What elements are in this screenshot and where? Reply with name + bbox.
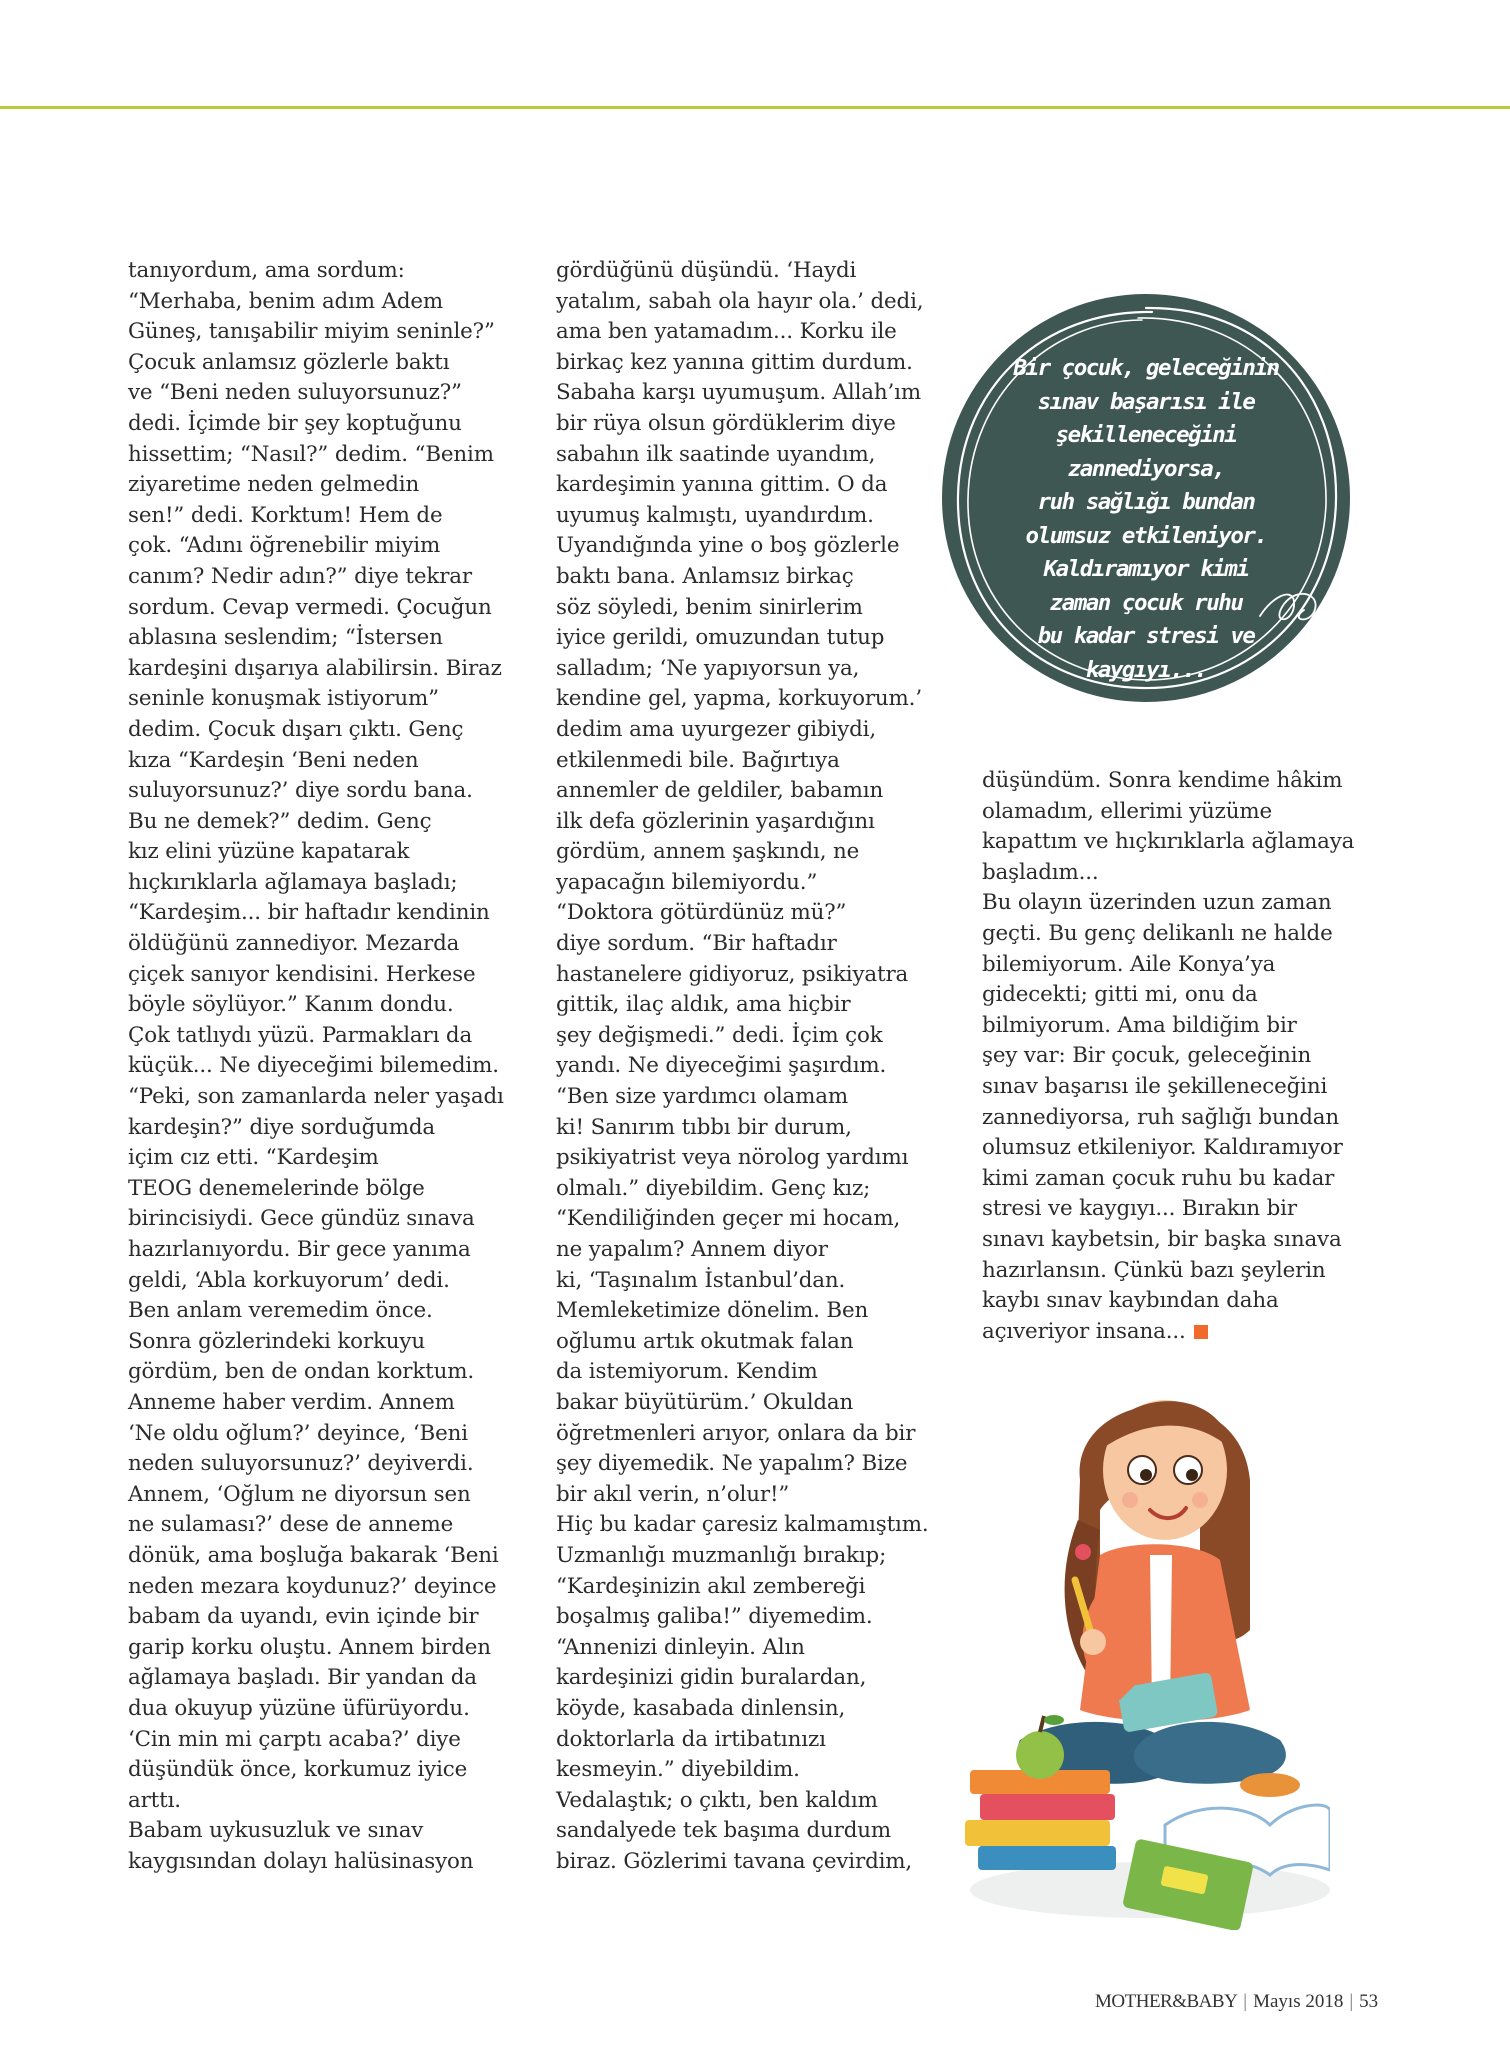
column-1-line: düşündük önce, korkumuz iyice [128,1757,468,1783]
column-2-line: da istemiyorum. Kendim [556,1359,818,1385]
column-2-line: Memleketimize dönelim. Ben [556,1298,869,1324]
column-1-line: kardeşin?” diye sorduğumda [128,1114,436,1140]
column-3-line: geçti. Bu genç delikanlı ne halde [982,920,1333,946]
column-2-line: kardeşimin yanına gittim. O da [556,472,888,498]
column-2-line: yapacağın bilemiyordu.” [556,869,818,895]
issue-date: Mayıs 2018 [1253,1991,1344,2012]
column-2-line: sandalyede tek başıma durdum [556,1818,892,1844]
column-2-line: iyice gerildi, omuzundan tutup [556,625,885,651]
pull-quote-line: ruh sağlığı bundan [1037,489,1255,515]
column-2-line: yatalım, sabah ola hayır ola.’ dedi, [556,288,924,314]
column-1-line: Babam uykusuzluk ve sınav [128,1818,424,1844]
column-1-line: TEOG denemelerinde bölge [128,1175,425,1201]
column-3-line: olamadım, ellerimi yüzüme [982,798,1273,824]
column-2-line: Hiç bu kadar çaresiz kalmamıştım. [556,1512,929,1538]
pull-quote-line: bu kadar stresi ve [1037,623,1255,649]
column-1-line: ablasına seslendim; “İstersen [128,625,443,651]
column-2-line: Sabaha karşı uyumuşum. Allah’ım [556,380,922,406]
footer-separator: | [1243,1991,1248,2012]
column-2-line: olmalı.” diyebildim. Genç kız; [556,1175,871,1201]
column-1-line: böyle söylüyor.” Kanım dondu. [128,992,454,1018]
column-2-line: gördüğünü düşündü. ‘Haydi [556,258,857,283]
column-2-line: söz söyledi, benim sinirlerim [556,594,863,620]
column-1-line: çiçek sanıyor kendisini. Herkese [128,961,476,987]
column-1-line: ziyaretime neden gelmedin [128,472,420,498]
page-footer [1095,1991,1378,2013]
column-1-line: öldüğünü zannediyor. Mezarda [128,931,460,957]
column-1-line: hissettim; “Nasıl?” dedim. “Benim [128,441,494,467]
column-1-line: “Kardeşim... bir haftadır kendinin [128,900,490,926]
column-1-line: sordum. Cevap vermedi. Çocuğun [128,594,492,620]
column-1-line: kıza “Kardeşin ‘Beni neden [128,747,419,773]
girl-studying-illustration [950,1330,1330,1930]
column-3-line: olumsuz etkileniyor. Kaldıramıyor [982,1135,1343,1161]
footer-separator: | [1349,1991,1354,2012]
article-column-3 [982,766,1374,1347]
column-1-line: “Peki, son zamanlarda neler yaşadı [128,1084,504,1110]
article-column-2 [556,256,948,1877]
page-number: 53 [1359,1991,1379,2012]
pull-quote-line: Kaldıramıyor kimi [1043,556,1249,582]
column-2-line: Uzmanlığı muzmanlığı bırakıp; [556,1542,887,1568]
column-1-line: ne sulaması?’ dese de anneme [128,1512,454,1538]
column-1-line: ‘Cin min mi çarptı acaba?’ diye [128,1726,461,1752]
column-2-line: şey değişmedi.” dedi. İçim çok [556,1022,883,1048]
column-1-line: Çok tatlıydı yüzü. Parmakları da [128,1022,473,1048]
pull-quote-line: olumsuz etkileniyor. [1025,522,1267,549]
column-1-line: arttı. [128,1787,181,1813]
column-1-line: Ben anlam veremedim önce. [128,1298,433,1324]
column-1-line: seninle konuşmak istiyorum” [128,686,439,712]
article-column-1 [128,256,520,1877]
column-2-line: diye sordum. “Bir haftadır [556,931,837,957]
top-rule [0,106,1510,109]
column-1-line: neden suluyorsunuz?’ deyiverdi. [128,1451,474,1477]
column-1-line: birincisiydi. Gece gündüz sınava [128,1206,475,1232]
column-2-line: dedim ama uyurgezer gibiydi, [556,716,877,742]
column-3-line: açıveriyor insana... [982,1317,1374,1348]
column-3-line: başladım... [982,859,1099,885]
column-1-line: hıçkırıklarla ağlamaya başladı; [128,869,458,895]
column-2-line: öğretmenleri arıyor, onlara da bir [556,1420,916,1446]
column-3-line: gidecekti; gitti mi, onu da [982,982,1258,1008]
column-1-line: dönük, ama boşluğa bakarak ‘Beni [128,1542,499,1568]
column-2-line: şey diyemedik. Ne yapalım? Bize [556,1451,908,1477]
column-1-line: kaygısından dolayı halüsinasyon [128,1848,474,1874]
column-1-line: çok. “Adını öğrenebilir miyim [128,533,441,559]
column-1-line: içim cız etti. “Kardeşim [128,1145,379,1171]
column-2-line: doktorlarla da irtibatınızı [556,1726,826,1752]
column-2-line: sabahın ilk saatinde uyandım, [556,441,876,467]
column-2-line: salladım; ‘Ne yapıyorsun ya, [556,655,860,681]
column-1-line: garip korku oluştu. Annem birden [128,1634,491,1660]
column-2-line: ki, ‘Taşınalım İstanbul’dan. [556,1267,846,1293]
column-2-line: “Annenizi dinleyin. Alın [556,1634,805,1660]
column-3-line: kaybı sınav kaybından daha [982,1288,1279,1314]
pull-quote-line: kaygıyı... [1085,656,1207,683]
column-1-line: Anneme haber verdim. Annem [128,1389,455,1415]
pull-quote-line: zaman çocuk ruhu [1049,589,1243,616]
column-1-line: kız elini yüzüne kapatarak [128,839,410,865]
column-1-line: kardeşini dışarıya alabilirsin. Biraz [128,655,502,681]
column-1-line: Sonra gözlerindeki korkuyu [128,1328,425,1354]
column-2-line: bir akıl verin, n’olur!” [556,1481,790,1507]
column-2-line: etkilenmedi bile. Bağırtıya [556,747,840,773]
column-1-line: ‘Ne oldu oğlum?’ deyince, ‘Beni [128,1420,468,1446]
column-1-line: canım? Nedir adın?” diye tekrar [128,563,472,589]
column-2-line: Vedalaştık; o çıktı, ben kaldım [556,1787,878,1813]
column-2-line: “Ben size yardımcı olamam [556,1084,848,1110]
column-3-line: bilemiyorum. Aile Konya’ya [982,951,1276,977]
column-3-line: kapattım ve hıçkırıklarla ağlamaya [982,829,1355,855]
column-2-line: uyumuş kalmıştı, uyandırdım. [556,502,874,528]
column-2-line: bakar büyütürüm.’ Okuldan [556,1389,854,1415]
column-2-line: gittik, ilaç aldık, ama hiçbir [556,992,851,1018]
column-2-line: biraz. Gözlerimi tavana çevirdim, [556,1848,913,1874]
column-2-line: annemler de geldiler, babamın [556,778,884,804]
column-3-line: Bu olayın üzerinden uzun zaman [982,890,1332,916]
column-1-line: gördüm, ben de ondan korktum. [128,1359,475,1385]
pull-quote-circle [942,294,1350,702]
column-1-line: Bu ne demek?” dedim. Genç [128,808,432,834]
column-2-line: “Kardeşinizin akıl zembereği [556,1573,866,1599]
column-1-line: küçük... Ne diyeceğimi bilemedim. [128,1053,499,1079]
column-2-line: kardeşinizi gidin buralardan, [556,1665,867,1691]
column-1-line: Annem, ‘Oğlum ne diyorsun sen [128,1481,471,1507]
column-2-line: ne yapalım? Annem diyor [556,1237,828,1262]
column-1-line: sen!” dedi. Korktum! Hem de [128,502,443,528]
column-3-line: zannediyorsa, ruh sağlığı bundan [982,1104,1339,1130]
column-3-line: kimi zaman çocuk ruhu bu kadar [982,1165,1335,1191]
column-2-line: kesmeyin.” diyebildim. [556,1757,800,1783]
column-1-line: hazırlanıyordu. Bir gece yanıma [128,1237,471,1262]
column-1-line: babam da uyandı, evin içinde bir [128,1604,479,1630]
column-1-line: geldi, ‘Abla korkuyorum’ dedi. [128,1267,450,1293]
column-2-line: ki! Sanırım tıbbı bir durum, [556,1114,852,1140]
column-3-line: stresi ve kaygıyı... Bırakın bir [982,1196,1297,1222]
column-1-line: ağlamaya başladı. Bir yandan da [128,1665,477,1691]
column-1-line: dua okuyup yüzüne üfürüyordu. [128,1695,470,1721]
pull-quote-line: zannediyorsa, [1067,455,1225,482]
column-3-line: şey var: Bir çocuk, geleceğinin [982,1043,1312,1069]
column-2-line: kendine gel, yapma, korkuyorum.’ [556,686,922,712]
column-2-line: Uyandığında yine o boş gözlerle [556,533,900,559]
column-3-line: hazırlansın. Çünkü bazı şeylerin [982,1257,1326,1283]
pull-quote-line: sınav başarısı ile [1037,388,1255,415]
column-1-line: neden mezara koydunuz?’ deyince [128,1573,497,1599]
pull-quote-line: Bir çocuk, geleceğinin [1013,355,1279,381]
pull-quote-text [1004,352,1288,687]
column-3-line: düşündüm. Sonra kendime hâkim [982,768,1343,793]
column-1-line: dedim. Çocuk dışarı çıktı. Genç [128,716,464,742]
column-1-line: tanıyordum, ama sordum: [128,258,405,283]
column-1-line: Güneş, tanışabilir miyim seninle?” [128,319,495,345]
column-2-line: birkaç kez yanına gittim durdum. [556,349,913,375]
column-2-line: oğlumu artık okutmak falan [556,1328,854,1354]
column-1-line: Çocuk anlamsız gözlerle baktı [128,349,450,375]
column-3-line: sınavı kaybetsin, bir başka sınava [982,1226,1342,1252]
column-2-line: köyde, kasabada dinlensin, [556,1695,846,1721]
pull-quote-line: şekilleneceğini [1055,422,1237,448]
column-3-line: bilmiyorum. Ama bildiğim bir [982,1012,1297,1038]
column-1-line: suluyorsunuz?’ diye sordu bana. [128,778,473,804]
column-2-line: ilk defa gözlerinin yaşardığını [556,808,875,834]
column-2-line: psikiyatrist veya nörolog yardımı [556,1145,909,1171]
magazine-brand: MOTHER&BABY [1095,1991,1238,2012]
column-2-line: “Kendiliğinden geçer mi hocam, [556,1206,901,1232]
column-2-line: baktı bana. Anlamsız birkaç [556,563,854,589]
column-2-line: “Doktora götürdünüz mü?” [556,900,847,926]
column-2-line: bir rüya olsun gördüklerim diye [556,410,896,436]
column-1-line: ve “Beni neden suluyorsunuz?” [128,380,462,406]
column-3-line: sınav başarısı ile şekilleneceğini [982,1073,1328,1099]
column-1-line: dedi. İçimde bir şey koptuğunu [128,410,462,436]
column-2-line: boşalmış galiba!” diyemedim. [556,1604,873,1630]
column-1-line: “Merhaba, benim adım Adem [128,288,444,314]
column-2-line: gördüm, annem şaşkındı, ne [556,839,860,865]
column-2-line: ama ben yatamadım... Korku ile [556,319,897,345]
column-2-line: yandı. Ne diyeceğimi şaşırdım. [556,1053,887,1079]
column-2-line: hastanelere gidiyoruz, psikiyatra [556,961,909,987]
